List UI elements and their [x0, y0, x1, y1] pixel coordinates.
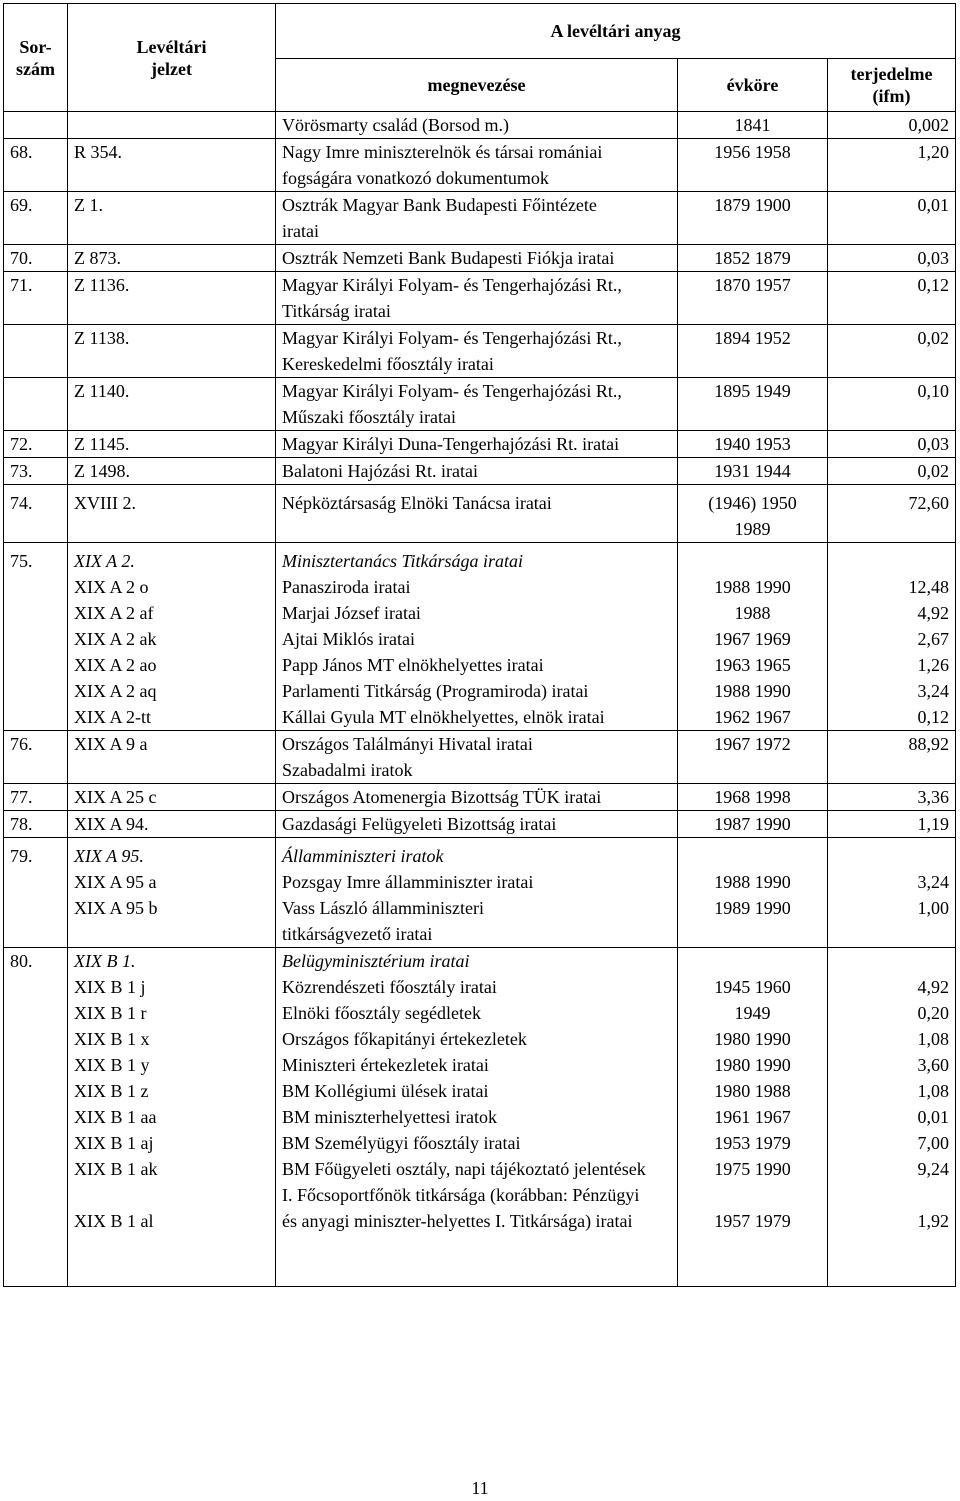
- table-row: [4, 139, 956, 192]
- sub-volume: 0,12: [917, 707, 950, 727]
- sub-ref: XIX B 1 j: [74, 977, 146, 997]
- group-ref: XIX B 1.: [74, 951, 136, 971]
- sub-volume: 2,67: [917, 629, 950, 649]
- row-ref: Z 1138.: [68, 325, 276, 378]
- sub-volume: 0,20: [917, 1003, 950, 1023]
- row-volume: 72,60: [828, 485, 956, 543]
- row-volume-list: [828, 948, 956, 1287]
- sub-name: Pozsgay Imre államminiszter iratai: [282, 872, 534, 892]
- sub-name: Panasziroda iratai: [282, 577, 411, 597]
- row-volume: 0,03: [828, 431, 956, 458]
- row-name: Népköztársaság Elnöki Tanácsa iratai: [276, 485, 678, 543]
- sub-volume: 1,08: [917, 1029, 950, 1049]
- row-name: Vörösmarty család (Borsod m.): [276, 112, 678, 139]
- row-number: 77.: [4, 784, 68, 811]
- row-number: 68.: [4, 139, 68, 192]
- row-volume: 88,92: [828, 731, 956, 784]
- row-volume: 0,02: [828, 458, 956, 485]
- sub-years: 1988: [734, 603, 771, 623]
- row-number: 79.: [4, 838, 68, 948]
- table-row: [4, 485, 956, 543]
- table-row: [4, 811, 956, 838]
- sub-ref: XIX A 95 b: [74, 898, 158, 918]
- header-row-1: [4, 4, 956, 59]
- sub-years: 1963 1965: [714, 655, 791, 675]
- sub-years: 1949: [734, 1003, 771, 1023]
- row-years: 1841: [678, 112, 828, 139]
- row-number: 70.: [4, 245, 68, 272]
- row-years: 1967 1972: [678, 731, 828, 784]
- row-ref: [68, 112, 276, 139]
- sub-ref: XIX B 1 z: [74, 1081, 149, 1101]
- row-years: 1987 1990: [678, 811, 828, 838]
- row-years: 1879 1900: [678, 192, 828, 245]
- sub-ref: XIX B 1 aa: [74, 1107, 157, 1127]
- row-volume-list: [828, 543, 956, 731]
- row-refs: [68, 543, 276, 731]
- sub-years: 1945 1960: [714, 977, 791, 997]
- row-years: 1940 1953: [678, 431, 828, 458]
- row-volume: 0,03: [828, 245, 956, 272]
- sub-ref: XIX A 2 aq: [74, 681, 157, 701]
- sub-ref: XIX A 95 a: [74, 872, 157, 892]
- row-years: 1852 1879: [678, 245, 828, 272]
- sub-volume: 7,00: [917, 1133, 950, 1153]
- group-name: Belügyminisztérium iratai: [282, 951, 470, 971]
- sub-volume: 4,92: [917, 603, 950, 623]
- table-body: [4, 112, 956, 1287]
- sub-years: 1980 1988: [714, 1081, 791, 1101]
- sub-ref: XIX B 1 aj: [74, 1133, 154, 1153]
- sub-ref: XIX A 2 ao: [74, 655, 157, 675]
- group-ref: XIX A 2.: [74, 551, 135, 571]
- row-name: Osztrák Magyar Bank Budapesti Főintézete iratai: [276, 192, 678, 245]
- row-volume-list: [828, 838, 956, 948]
- col-header-num: Sor- szám: [4, 4, 68, 112]
- sub-volume: 3,60: [917, 1055, 950, 1075]
- sub-ref: XIX B 1 ak: [74, 1159, 158, 1179]
- row-name: Magyar Királyi Folyam- és Tengerhajózási Rt., Titkárság iratai: [276, 272, 678, 325]
- row-name: Balatoni Hajózási Rt. iratai: [276, 458, 678, 485]
- row-years: (1946) 1950 1989: [678, 485, 828, 543]
- row-years-list: [678, 543, 828, 731]
- table-row: [4, 731, 956, 784]
- row-name: Magyar Királyi Duna-Tengerhajózási Rt. iratai: [276, 431, 678, 458]
- group-name: Államminiszteri iratok: [282, 846, 444, 866]
- row-ref: Z 1498.: [68, 458, 276, 485]
- table-row: [4, 378, 956, 431]
- sub-volume: 1,26: [917, 655, 950, 675]
- row-number: [4, 325, 68, 378]
- row-years-list: [678, 948, 828, 1287]
- row-name: Országos Atomenergia Bizottság TÜK iratai: [276, 784, 678, 811]
- row-refs: [68, 948, 276, 1287]
- row-ref: XIX A 9 a: [68, 731, 276, 784]
- row-volume: 0,02: [828, 325, 956, 378]
- row-ref: XIX A 94.: [68, 811, 276, 838]
- table-row: [4, 458, 956, 485]
- row-ref: Z 1.: [68, 192, 276, 245]
- sub-name: Országos főkapitányi értekezletek: [282, 1029, 527, 1049]
- table-row: [4, 192, 956, 245]
- row-names: [276, 948, 678, 1287]
- sub-volume: 1,00: [917, 898, 950, 918]
- sub-years: 1961 1967: [714, 1107, 791, 1127]
- row-name: Országos Találmányi Hivatal iratai Szabadalmi iratok: [276, 731, 678, 784]
- row-name: Nagy Imre miniszterelnök és társai romániai fogságára vonatkozó dokumentumok: [276, 139, 678, 192]
- sub-volume: 1,08: [917, 1081, 950, 1101]
- sub-years: 1967 1969: [714, 629, 791, 649]
- table-row: [4, 272, 956, 325]
- sub-name: BM Kollégiumi ülések iratai: [282, 1081, 489, 1101]
- sub-years: 1980 1990: [714, 1029, 791, 1049]
- sub-years: 1988 1990: [714, 577, 791, 597]
- row-volume: 0,01: [828, 192, 956, 245]
- col-header-name: megnevezése: [276, 59, 678, 112]
- sub-name: BM Főügyeleti osztály, napi tájékoztató jelentések: [282, 1159, 646, 1179]
- row-volume: 3,36: [828, 784, 956, 811]
- row-refs: [68, 838, 276, 948]
- sub-volume: 3,24: [917, 681, 950, 701]
- group-name: Minisztertanács Titkársága iratai: [282, 551, 524, 571]
- row-name: Gazdasági Felügyeleti Bizottság iratai: [276, 811, 678, 838]
- sub-years: 1975 1990: [714, 1159, 791, 1179]
- row-name: Magyar Királyi Folyam- és Tengerhajózási Rt., Műszaki főosztály iratai: [276, 378, 678, 431]
- table-row: [4, 112, 956, 139]
- row-number: 69.: [4, 192, 68, 245]
- row-number: [4, 112, 68, 139]
- row-ref: Z 1145.: [68, 431, 276, 458]
- sub-name: Parlamenti Titkárság (Programiroda) iratai: [282, 681, 589, 701]
- sub-name: Marjai József iratai: [282, 603, 421, 623]
- row-number: 78.: [4, 811, 68, 838]
- sub-name: Miniszteri értekezletek iratai: [282, 1055, 489, 1075]
- sub-name: Kállai Gyula MT elnökhelyettes, elnök iratai: [282, 707, 605, 727]
- row-names: [276, 543, 678, 731]
- sub-ref: XIX A 2 ak: [74, 629, 157, 649]
- sub-ref: XIX B 1 y: [74, 1055, 150, 1075]
- row-volume: 1,20: [828, 139, 956, 192]
- row-number: 72.: [4, 431, 68, 458]
- sub-name: Közrendészeti főosztály iratai: [282, 977, 497, 997]
- row-volume: 0,002: [828, 112, 956, 139]
- sub-name: Papp János MT elnökhelyettes iratai: [282, 655, 544, 675]
- row-ref: XIX A 25 c: [68, 784, 276, 811]
- row-name: Osztrák Nemzeti Bank Budapesti Fiókja iratai: [276, 245, 678, 272]
- row-years: 1895 1949: [678, 378, 828, 431]
- table-row-group-80: [4, 948, 956, 1287]
- sub-name: BM miniszterhelyettesi iratok: [282, 1107, 497, 1127]
- row-years-list: [678, 838, 828, 948]
- table-row: [4, 784, 956, 811]
- table-row-group-79: [4, 838, 956, 948]
- archive-table: [3, 3, 956, 1287]
- sub-name: BM Személyügyi főosztály iratai: [282, 1133, 521, 1153]
- col-header-volume: terjedelme (ifm): [828, 59, 956, 112]
- row-volume: 1,19: [828, 811, 956, 838]
- sub-ref: XIX A 2-tt: [74, 707, 152, 727]
- sub-ref: XIX B 1 al: [74, 1211, 154, 1231]
- sub-volume: 0,01: [917, 1107, 950, 1127]
- row-years: 1931 1944: [678, 458, 828, 485]
- page-number: 11: [471, 1478, 489, 1498]
- row-number: 71.: [4, 272, 68, 325]
- sub-name: Vass László államminiszteri titkárságvezető iratai: [282, 898, 484, 944]
- row-ref: XVIII 2.: [68, 485, 276, 543]
- row-ref: Z 1136.: [68, 272, 276, 325]
- table-row: [4, 325, 956, 378]
- row-number: 74.: [4, 485, 68, 543]
- sub-name: Elnöki főosztály segédletek: [282, 1003, 481, 1023]
- row-years: 1968 1998: [678, 784, 828, 811]
- sub-years: 1988 1990: [714, 681, 791, 701]
- sub-ref: XIX A 2 o: [74, 577, 149, 597]
- row-years: 1870 1957: [678, 272, 828, 325]
- table-row-group-75: [4, 543, 956, 731]
- sub-years: 1962 1967: [714, 707, 791, 727]
- sub-years: 1989 1990: [714, 898, 791, 918]
- sub-volume: 4,92: [917, 977, 950, 997]
- sub-name: Ajtai Miklós iratai: [282, 629, 415, 649]
- col-header-group: A levéltári anyag: [276, 4, 956, 59]
- row-ref: R 354.: [68, 139, 276, 192]
- group-ref: XIX A 95.: [74, 846, 144, 866]
- table-row: [4, 245, 956, 272]
- sub-ref: XIX B 1 x: [74, 1029, 150, 1049]
- row-years: 1894 1952: [678, 325, 828, 378]
- sub-volume: 3,24: [917, 872, 950, 892]
- col-header-years: évköre: [678, 59, 828, 112]
- sub-volume: 12,48: [908, 577, 950, 597]
- sub-years: 1980 1990: [714, 1055, 791, 1075]
- sub-volume: 9,24: [917, 1159, 950, 1179]
- sub-volume: 1,92: [917, 1211, 950, 1231]
- row-volume: 0,10: [828, 378, 956, 431]
- row-name: Magyar Királyi Folyam- és Tengerhajózási Rt., Kereskedelmi főosztály iratai: [276, 325, 678, 378]
- row-number: 80.: [4, 948, 68, 1287]
- sub-years: 1957 1979: [714, 1211, 791, 1231]
- row-number: [4, 378, 68, 431]
- row-number: 75.: [4, 543, 68, 731]
- sub-years: 1953 1979: [714, 1133, 791, 1153]
- row-names: [276, 838, 678, 948]
- sub-ref: XIX B 1 r: [74, 1003, 147, 1023]
- row-number: 76.: [4, 731, 68, 784]
- col-header-ref: Levéltári jelzet: [68, 4, 276, 112]
- row-number: 73.: [4, 458, 68, 485]
- table-row: [4, 431, 956, 458]
- sub-ref: XIX A 2 af: [74, 603, 154, 623]
- row-ref: Z 873.: [68, 245, 276, 272]
- sub-years: 1988 1990: [714, 872, 791, 892]
- row-years: 1956 1958: [678, 139, 828, 192]
- row-ref: Z 1140.: [68, 378, 276, 431]
- sub-name: I. Főcsoportfőnök titkársága (korábban: Pénzügyi és anyagi miniszter-helyettes I. Titkársága) iratai: [282, 1185, 640, 1231]
- row-volume: 0,12: [828, 272, 956, 325]
